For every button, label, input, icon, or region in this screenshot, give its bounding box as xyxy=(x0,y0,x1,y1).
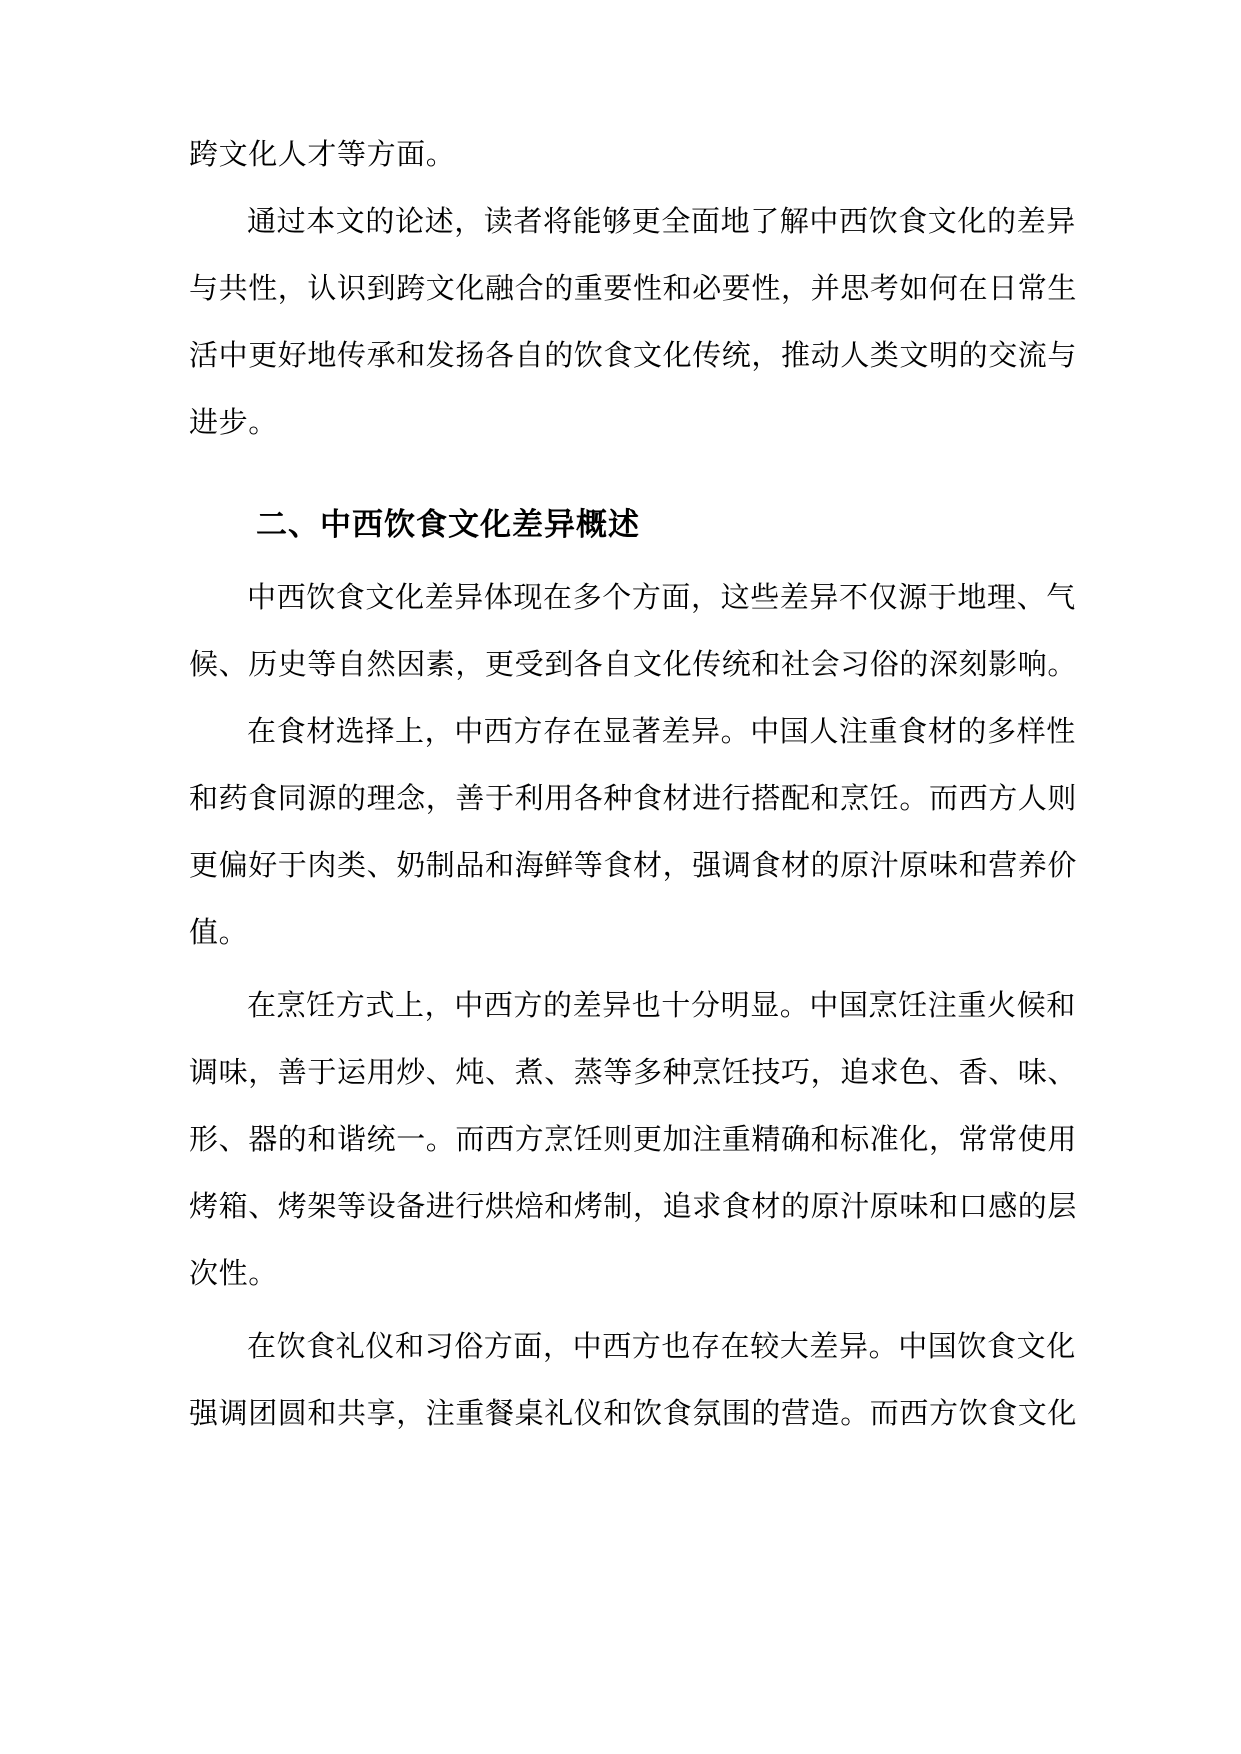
text-line: 烤箱、烤架等设备进行烘焙和烤制，追求食材的原汁原味和口感的层 xyxy=(189,1189,1078,1223)
text-line: 进步。 xyxy=(189,405,278,439)
text-line: 强调团圆和共享，注重餐桌礼仪和饮食氛围的营造。而西方饮食文化 xyxy=(189,1396,1078,1430)
text-line: 在烹饪方式上，中西方的差异也十分明显。中国烹饪注重火候和 xyxy=(247,988,1076,1022)
text-line: 调味，善于运用炒、炖、煮、蒸等多种烹饪技巧，追求色、香、味、 xyxy=(189,1055,1078,1089)
text-line: 通过本文的论述，读者将能够更全面地了解中西饮食文化的差异 xyxy=(247,204,1076,238)
text-line: 活中更好地传承和发扬各自的饮食文化传统，推动人类文明的交流与 xyxy=(189,338,1078,372)
text-line: 跨文化人才等方面。 xyxy=(189,137,456,171)
text-line: 在食材选择上，中西方存在显著差异。中国人注重食材的多样性 xyxy=(247,714,1076,748)
text-line: 值。 xyxy=(189,915,249,949)
text-line: 和药食同源的理念，善于利用各种食材进行搭配和烹饪。而西方人则 xyxy=(189,781,1078,815)
text-line: 与共性，认识到跨文化融合的重要性和必要性，并思考如何在日常生 xyxy=(189,271,1078,305)
text-line: 中西饮食文化差异体现在多个方面，这些差异不仅源于地理、气 xyxy=(247,580,1076,614)
section-heading: 二、中西饮食文化差异概述 xyxy=(256,507,640,543)
text-line: 次性。 xyxy=(189,1256,278,1290)
text-line: 更偏好于肉类、奶制品和海鲜等食材，强调食材的原汁原味和营养价 xyxy=(189,848,1078,882)
text-line: 形、器的和谐统一。而西方烹饪则更加注重精确和标准化，常常使用 xyxy=(189,1122,1078,1156)
text-line: 候、历史等自然因素，更受到各自文化传统和社会习俗的深刻影响。 xyxy=(189,647,1078,681)
text-line: 在饮食礼仪和习俗方面，中西方也存在较大差异。中国饮食文化 xyxy=(247,1329,1076,1363)
